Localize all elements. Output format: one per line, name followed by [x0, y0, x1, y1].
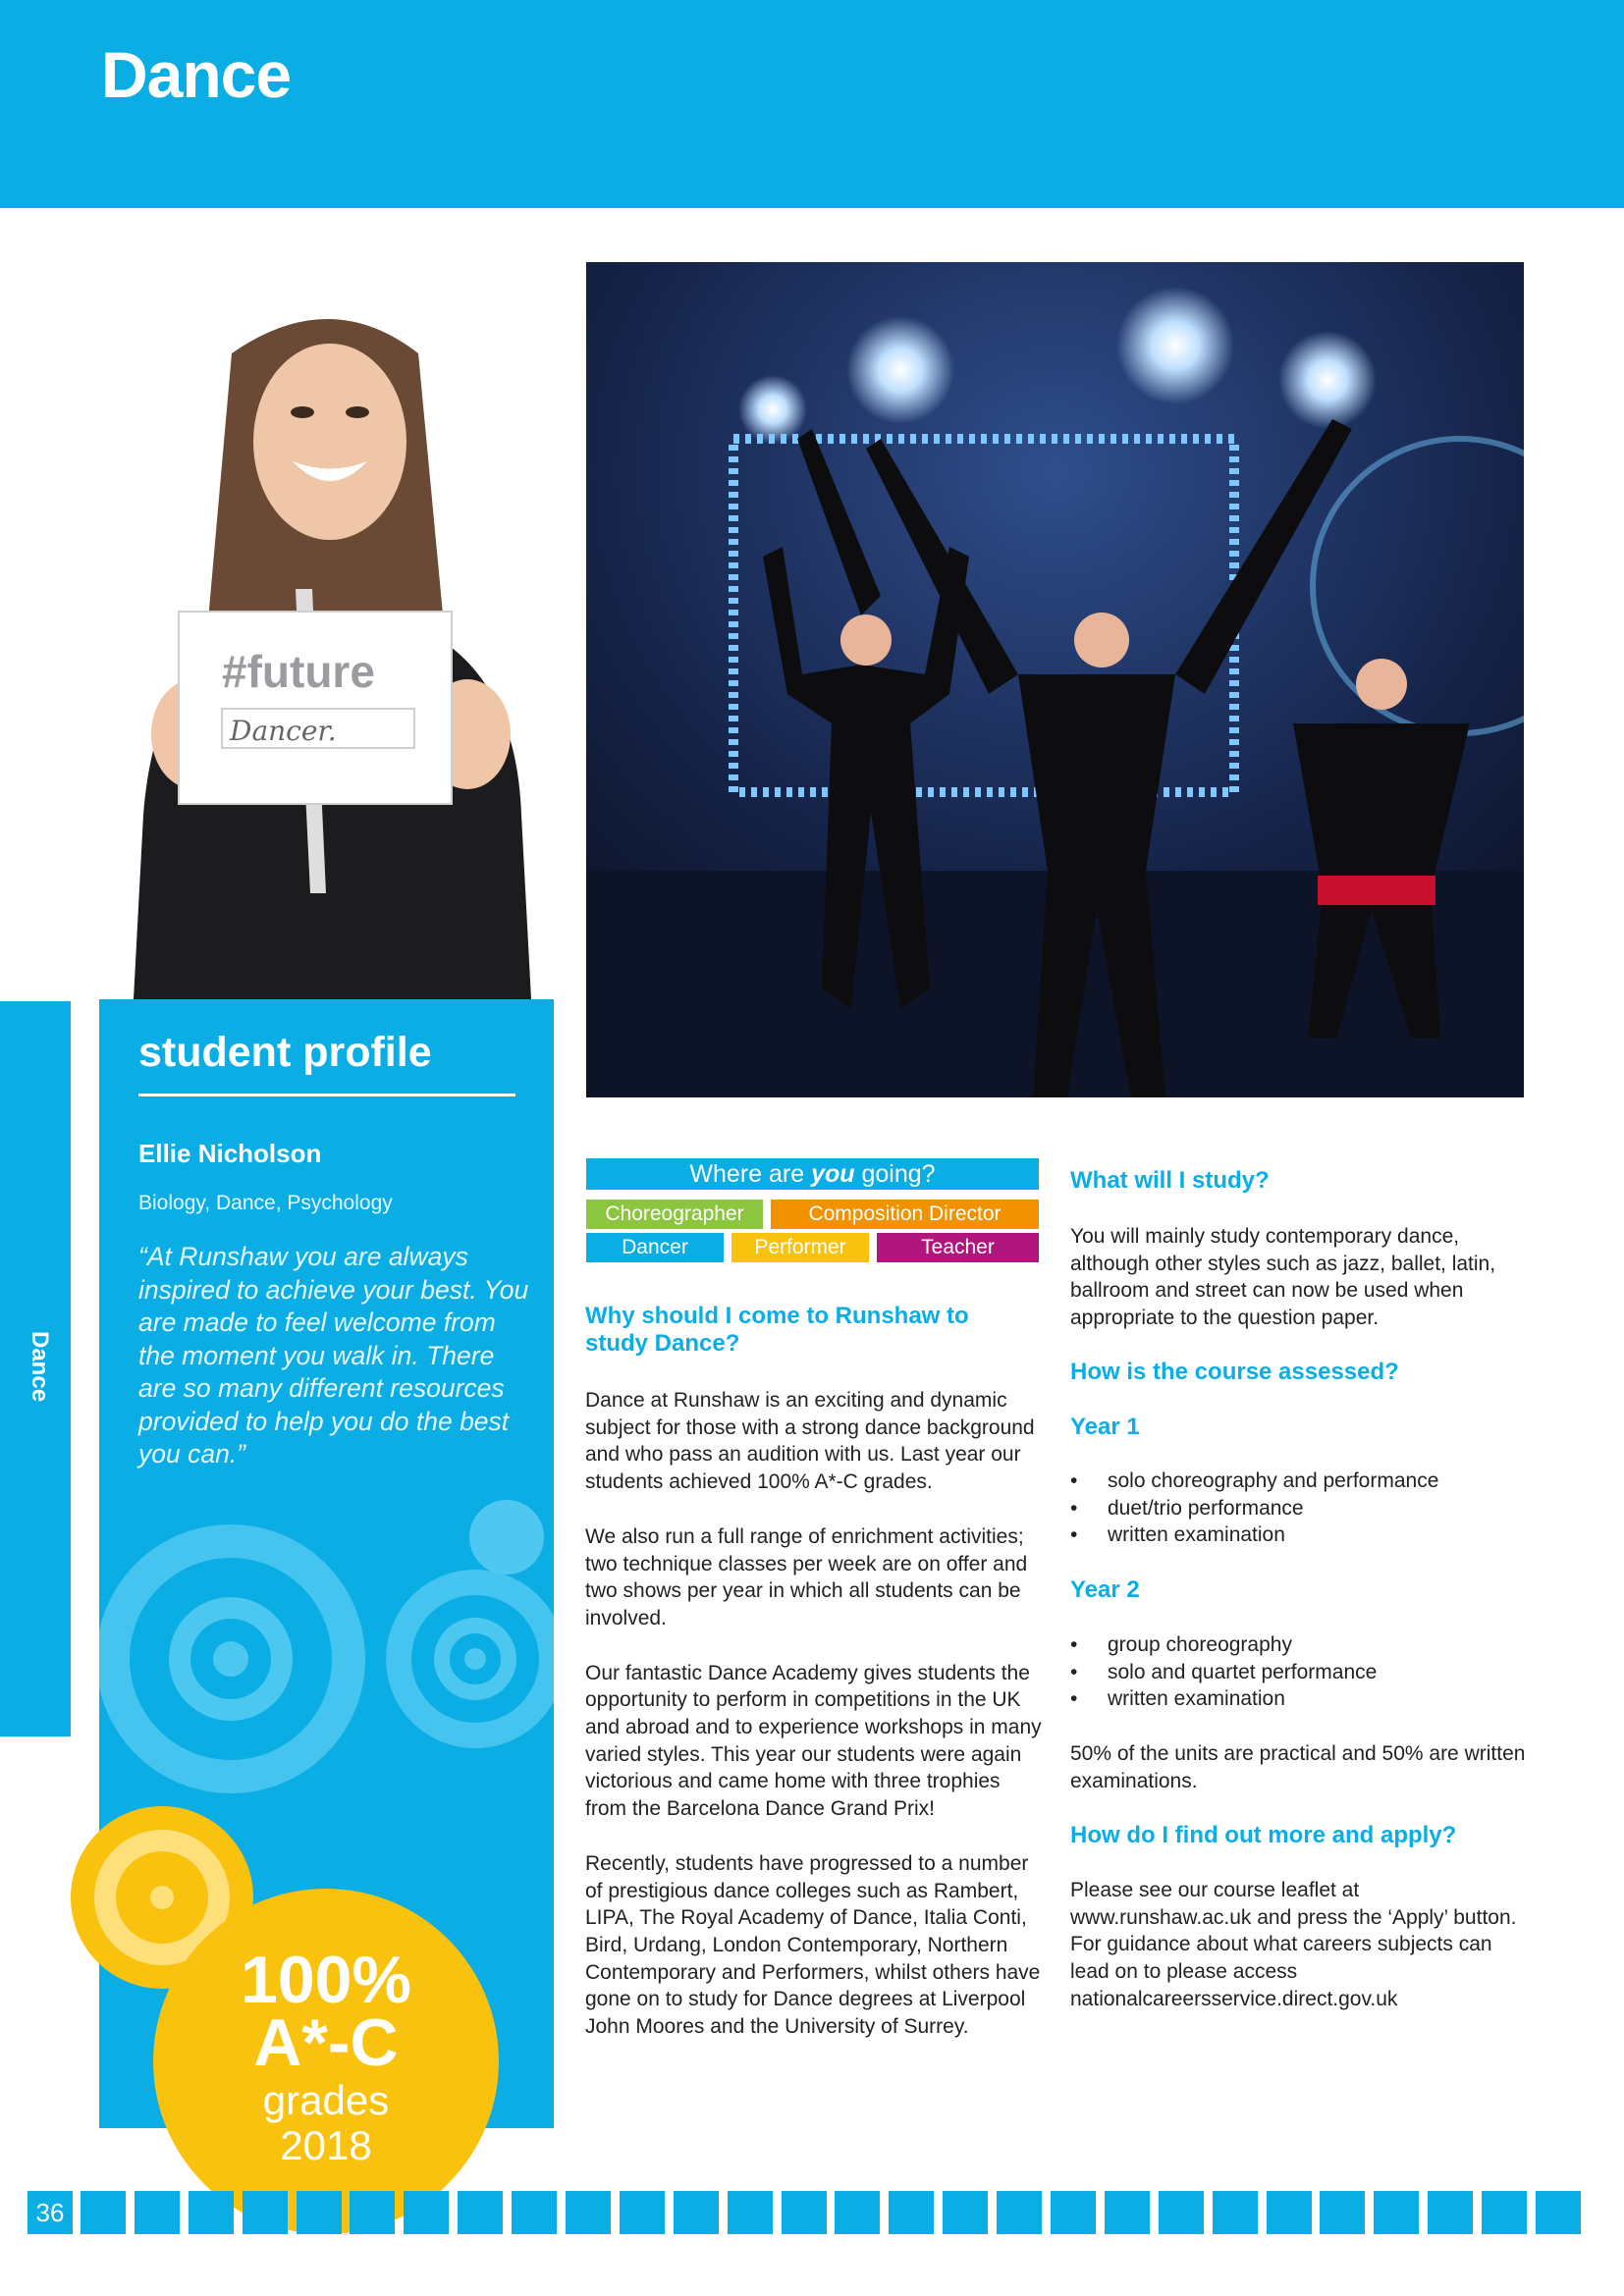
student-name: Ellie Nicholson — [138, 1139, 322, 1168]
career-tag-dancer: Dancer — [586, 1233, 724, 1262]
careers-heading — [586, 1158, 1039, 1190]
careers-heading-pre: Where are — [689, 1160, 812, 1188]
year1-list — [1070, 1468, 1532, 1549]
why-paragraph: Dance at Runshaw is an exciting and dynamic subject for those with a strong dance background and who pass an audition with us. Last year our students achieved 100% A*-C grades. — [585, 1389, 1035, 1494]
assess-heading: How is the course assessed? — [1070, 1359, 1399, 1385]
assessment-split: 50% of the units are practical and 50% are written examinations. — [1070, 1742, 1526, 1792]
study-heading: What will I study? — [1070, 1167, 1270, 1194]
career-tag-choreographer: Choreographer — [586, 1200, 763, 1229]
list-item: • duet/trio performance — [1070, 1495, 1532, 1522]
student-quote: “At Runshaw you are always inspired to achieve your best. You are made to feel welcome from the moment you walk in. There are so many different resources provided to help you do the best you can.” — [138, 1242, 529, 1468]
stat-percent: 100% — [241, 1943, 411, 2017]
stat-grade: A*-C — [253, 2005, 399, 2080]
why-paragraph: We also run a full range of enrichment activities; two technique classes per week are on offer and two shows per year in which all students can be involved. — [585, 1524, 1028, 1629]
why-heading: Why should I come to Runshaw to study Dance? — [585, 1303, 969, 1357]
stat-label — [153, 2078, 499, 2168]
page-header — [0, 0, 1624, 208]
careers-heading-emph: you — [811, 1160, 855, 1188]
sign-hashtag: #future — [222, 646, 375, 697]
list-item: • written examination — [1070, 1522, 1532, 1549]
side-label: Dance — [27, 1330, 53, 1403]
list-item: • solo choreography and performance — [1070, 1468, 1532, 1495]
apply-heading: How do I find out more and apply? — [1070, 1822, 1457, 1848]
profile-divider — [138, 1094, 515, 1096]
apply-text: Please see our course leaflet at www.runshaw.ac.uk and press the ‘Apply’ button. For guidance about what careers subjects can lead on to please access nationalcareersservice.direct.gov.uk — [1070, 1879, 1517, 2010]
career-tag-performer: Performer — [731, 1233, 869, 1262]
career-tag-teacher: Teacher — [877, 1233, 1039, 1262]
careers-heading-post: going? — [854, 1160, 936, 1188]
stat-value — [153, 1943, 499, 2080]
footer-squares — [81, 2191, 1595, 2234]
career-tag-composition-director: Composition Director — [771, 1200, 1039, 1229]
student-photo — [84, 265, 595, 999]
year2-list — [1070, 1631, 1532, 1713]
list-item: • solo and quartet performance — [1070, 1659, 1532, 1686]
stat-grades-label: grades — [262, 2077, 390, 2123]
why-body — [585, 1387, 1047, 2068]
profile-heading: student profile — [138, 1029, 432, 1076]
student-subjects: Biology, Dance, Psychology — [138, 1192, 393, 1214]
why-paragraph: Our fantastic Dance Academy gives students the opportunity to perform in competitions in the UK and abroad and to experience workshops in many varied styles. This year our students were again victorious and came home with three trophies from the Barcelona Dance Grand Prix! — [585, 1661, 1042, 1821]
year2-heading: Year 2 — [1070, 1576, 1140, 1603]
stat-year: 2018 — [280, 2122, 372, 2168]
sign-handwriting: Dancer. — [230, 715, 337, 747]
list-item: • group choreography — [1070, 1631, 1532, 1659]
list-item: • written examination — [1070, 1685, 1532, 1713]
why-paragraph: Recently, students have progressed to a number of prestigious dance colleges such as Rambert, LIPA, The Royal Academy of Dance, Italia Conti, Bird, Urdang, London Contemporary, Northern Contemporary and Performers, whilst others have gone on to study for Dance degrees at Liverpool John Moores and the University of Surrey. — [585, 1851, 1041, 2039]
dance-performance-photo — [586, 262, 1524, 1097]
page-title: Dance — [101, 38, 292, 111]
year1-heading: Year 1 — [1070, 1414, 1140, 1440]
study-text: You will mainly study contemporary dance, although other styles such as jazz, ballet, latin, ballroom and street can now be used when appropriate to the question paper. — [1070, 1225, 1496, 1330]
page-number: 36 — [27, 2191, 73, 2234]
